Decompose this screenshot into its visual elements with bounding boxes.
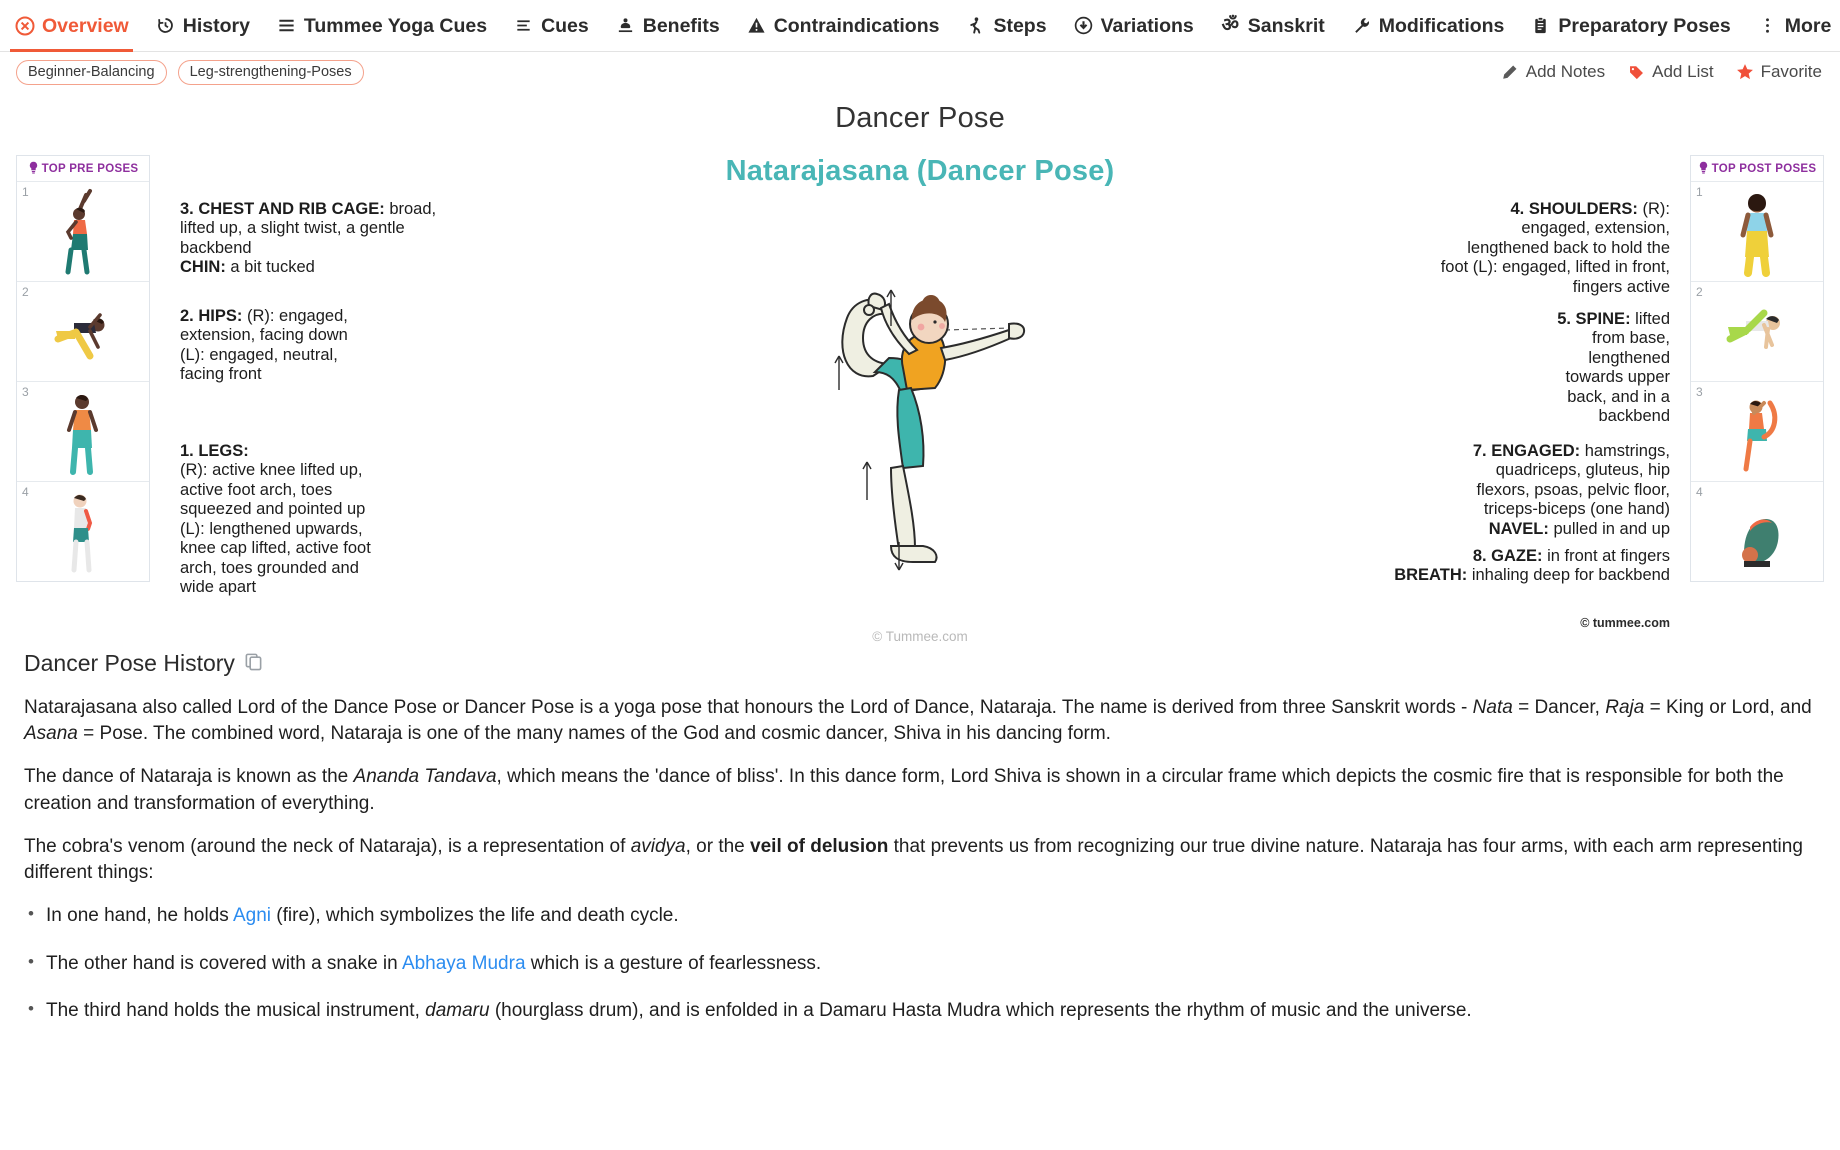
lightbulb-icon <box>1698 161 1709 177</box>
text-run: The third hand holds the musical instrument, <box>46 999 426 1021</box>
text-run: The dance of Nataraja is known as the <box>24 766 354 788</box>
pose-index: 1 <box>1696 185 1703 199</box>
annotation-engaged <box>1440 442 1670 539</box>
list-item <box>24 951 1814 977</box>
annotation-text: hamstrings, quadriceps, gluteus, hip flexors, psoas, pelvic floor, triceps-biceps (one hand) <box>1476 442 1670 519</box>
overview-x-circle-icon <box>14 15 35 36</box>
panel-header-label: TOP POST POSES <box>1711 163 1817 175</box>
history-heading: Dancer Pose History <box>24 650 235 676</box>
more-vertical-dots-icon <box>1757 15 1778 36</box>
annotation-label: 3. CHEST AND RIB CAGE: <box>180 200 385 218</box>
nav-item-cues[interactable] <box>513 0 589 52</box>
add-notes-button[interactable] <box>1501 62 1605 82</box>
panel-header <box>17 156 149 181</box>
text-run: = Pose. The combined word, Nataraja is one of the many names of the God and cosmic dancer, Shiva in his dancing form. <box>77 723 1111 745</box>
link-agni[interactable]: Agni <box>233 905 272 927</box>
annotation-text-2: pulled in and up <box>1548 519 1670 538</box>
pose-index: 1 <box>22 185 29 199</box>
tag-beginner-balancing[interactable]: Beginner-Balancing <box>16 60 167 85</box>
history-clock-icon <box>155 15 176 36</box>
text-run: (hourglass drum), and is enfolded in a Damaru Hasta Mudra which represents the rhythm of music and the universe. <box>489 999 1472 1021</box>
wrench-icon <box>1351 15 1372 36</box>
annotation-label: 8. GAZE: <box>1472 547 1543 565</box>
pose-thumbnail <box>1720 287 1794 377</box>
text-run: = Dancer, <box>1512 697 1606 718</box>
history-paragraph-1 <box>24 695 1814 747</box>
favorite-button[interactable] <box>1736 62 1822 82</box>
watermark-center: © Tummee.com <box>872 629 968 644</box>
nav-item-sanskrit[interactable] <box>1220 0 1325 52</box>
top-navigation-bar <box>0 0 1840 52</box>
annotation-text: (R): engaged, extension, lengthened back to hold the foot (L): engaged, lifted in front, fingers active <box>1440 200 1670 296</box>
annotation-label: 4. SHOULDERS: <box>1510 200 1638 218</box>
pre-pose-item-3[interactable] <box>17 381 149 481</box>
annotation-label: 5. SPINE: <box>1557 310 1631 328</box>
list-item <box>24 998 1814 1024</box>
pose-index: 3 <box>22 385 29 399</box>
nav-item-contraindications[interactable] <box>746 0 940 52</box>
pose-diagram-area <box>150 155 1690 642</box>
text-run: that prevents us from recognizing our true divine nature. Nataraja has four arms, with each arm representing different things: <box>24 835 1803 884</box>
top-pre-poses-panel <box>16 155 150 582</box>
nav-label: Modifications <box>1378 14 1505 37</box>
text-run: , or the <box>685 835 751 857</box>
watermark-right: © tummee.com <box>1580 616 1670 630</box>
nav-label: Preparatory Poses <box>1558 14 1731 37</box>
nav-label: More <box>1784 14 1832 37</box>
post-pose-item-2[interactable] <box>1691 281 1823 381</box>
dancer-pose-illustration <box>795 280 1045 610</box>
nav-item-benefits[interactable] <box>615 0 720 52</box>
nav-item-steps[interactable] <box>965 0 1046 52</box>
text-run: In one hand, he holds <box>46 905 233 927</box>
annotation-label-2: BREATH: <box>1394 566 1468 585</box>
history-paragraph-3 <box>24 834 1814 886</box>
action-label: Favorite <box>1760 62 1822 81</box>
pre-pose-item-1[interactable] <box>17 181 149 281</box>
annotation-legs <box>180 442 380 598</box>
tag-leg-strengthening-poses[interactable]: Leg-strengthening-Poses <box>178 60 364 85</box>
star-icon <box>1736 63 1754 81</box>
history-paragraph-2 <box>24 764 1814 816</box>
tag-icon <box>1627 63 1645 81</box>
text-run: , which means the 'dance of bliss'. In this dance form, Lord Shiva is shown in a circular frame which depicts the cosmic fire that is responsible for both the creation and transformation of everything. <box>24 766 1784 814</box>
nav-label: History <box>182 14 250 37</box>
list-small-icon <box>513 15 534 36</box>
pose-thumbnail <box>1720 387 1794 477</box>
annotation-text: (R): engaged, extension, facing down (L): engaged, neutral, facing front <box>180 307 348 384</box>
annotation-text-2: a bit tucked <box>225 258 315 277</box>
panel-header-label: TOP PRE POSES <box>41 163 139 175</box>
action-label: Add List <box>1652 62 1714 81</box>
annotation-text: broad, lifted up, a slight twist, a gentle backbend <box>180 200 437 257</box>
nav-label: Variations <box>1100 14 1194 37</box>
clipboard-icon <box>1530 15 1551 36</box>
action-label: Add Notes <box>1525 62 1606 81</box>
nav-label: Tummee Yoga Cues <box>303 14 488 37</box>
pose-thumbnail <box>46 187 120 277</box>
content-columns <box>0 135 1840 642</box>
action-buttons <box>1501 52 1822 92</box>
pre-pose-item-4[interactable] <box>17 481 149 581</box>
lightbulb-icon <box>28 161 39 177</box>
copy-icon[interactable] <box>244 650 263 677</box>
nav-item-more[interactable] <box>1757 0 1832 52</box>
pencil-icon <box>1501 63 1519 81</box>
nav-item-history[interactable] <box>155 0 250 52</box>
annotation-text: (R): active knee lifted up, active foot arch, toes squeezed and pointed up (L): lengthened upwards, knee cap lifted, active foot arch, toes grounded and wide apart <box>180 461 371 597</box>
text-run: = King or Lord, and <box>1644 697 1812 718</box>
circle-arrow-down-icon <box>1073 15 1094 36</box>
nav-item-modifications[interactable] <box>1351 0 1505 52</box>
nav-item-variations[interactable] <box>1073 0 1194 52</box>
post-pose-item-4[interactable] <box>1691 481 1823 581</box>
post-pose-item-3[interactable] <box>1691 381 1823 481</box>
nav-item-overview[interactable] <box>14 0 129 52</box>
annotation-label: 1. LEGS: <box>180 442 249 460</box>
text-run: The other hand is covered with a snake in <box>46 952 402 974</box>
walking-person-icon <box>965 15 986 36</box>
annotation-text: in front at fingers <box>1542 547 1670 565</box>
pose-thumbnail <box>46 487 120 577</box>
annotation-chest <box>180 200 438 278</box>
annotation-gaze-breath <box>1340 547 1670 586</box>
annotation-text-2: inhaling deep for backbend <box>1467 566 1670 585</box>
nav-label: Cues <box>541 14 589 37</box>
nataraja-arms-list <box>24 903 1814 1024</box>
nav-item-tummee-yoga-cues[interactable] <box>276 0 487 52</box>
post-pose-item-1[interactable] <box>1691 181 1823 281</box>
text-run-bold: veil of delusion <box>750 835 889 857</box>
nav-label: Steps <box>993 14 1047 37</box>
text-run-italic: Nata <box>1472 697 1513 718</box>
warning-triangle-icon <box>746 15 767 36</box>
pose-index: 2 <box>1696 285 1703 299</box>
annotation-text: lifted from base, lengthened towards upper back, and in a backbend <box>1565 310 1670 426</box>
annotation-label-2: CHIN: <box>180 258 226 277</box>
text-run-italic: avidya <box>630 835 686 857</box>
text-run: (fire), which symbolizes the life and death cycle. <box>271 905 679 927</box>
add-list-button[interactable] <box>1627 62 1713 82</box>
list-lines-icon <box>276 15 297 36</box>
pose-index: 3 <box>1696 385 1703 399</box>
link-abhaya-mudra[interactable]: Abhaya Mudra <box>401 952 526 974</box>
anatomy-diagram <box>162 192 1678 642</box>
pose-thumbnail <box>1720 487 1794 577</box>
text-run-italic: Ananda Tandava <box>353 766 497 788</box>
sanskrit-title: Natarajasana (Dancer Pose) <box>725 155 1115 187</box>
pose-index: 4 <box>1696 485 1703 499</box>
annotation-hips <box>180 307 360 385</box>
annotation-label: 7. ENGAGED: <box>1472 442 1581 460</box>
tag-and-action-bar <box>0 52 1840 92</box>
top-post-poses-panel <box>1690 155 1824 582</box>
page-title: Dancer Pose <box>835 102 1005 134</box>
nav-label: Overview <box>42 14 129 37</box>
annotation-label: 2. HIPS: <box>180 307 243 325</box>
nav-label: Contraindications <box>773 14 940 37</box>
text-run: Natarajasana also called Lord of the Dance Pose or Dancer Pose is a yoga pose that honours the Lord of Dance, Nataraja. The name is derived from three Sanskrit words - <box>24 697 1473 718</box>
annotation-label-2: NAVEL: <box>1488 519 1549 538</box>
pre-pose-item-2[interactable] <box>17 281 149 381</box>
benefits-person-icon <box>615 15 636 36</box>
text-run: which is a gesture of fearlessness. <box>525 952 822 974</box>
list-item <box>24 903 1814 929</box>
text-run: The cobra's venom (around the neck of Nataraja), is a representation of <box>24 835 631 857</box>
annotation-spine <box>1550 310 1670 427</box>
history-section <box>0 642 1840 1024</box>
text-run-italic: Raja <box>1605 697 1645 718</box>
pose-index: 4 <box>22 485 29 499</box>
nav-item-preparatory-poses[interactable] <box>1530 0 1730 52</box>
history-heading-row <box>24 650 1814 677</box>
pose-index: 2 <box>22 285 29 299</box>
text-run-italic: damaru <box>425 999 490 1021</box>
panel-header <box>1691 156 1823 181</box>
annotation-shoulders <box>1440 200 1670 297</box>
pose-thumbnail <box>1720 187 1794 277</box>
pose-thumbnail <box>46 287 120 377</box>
pose-thumbnail <box>46 387 120 477</box>
text-run-italic: Asana <box>24 723 78 745</box>
nav-label: Sanskrit <box>1247 14 1325 37</box>
nav-label: Benefits <box>642 14 720 37</box>
om-icon: ॐ <box>1221 14 1239 36</box>
